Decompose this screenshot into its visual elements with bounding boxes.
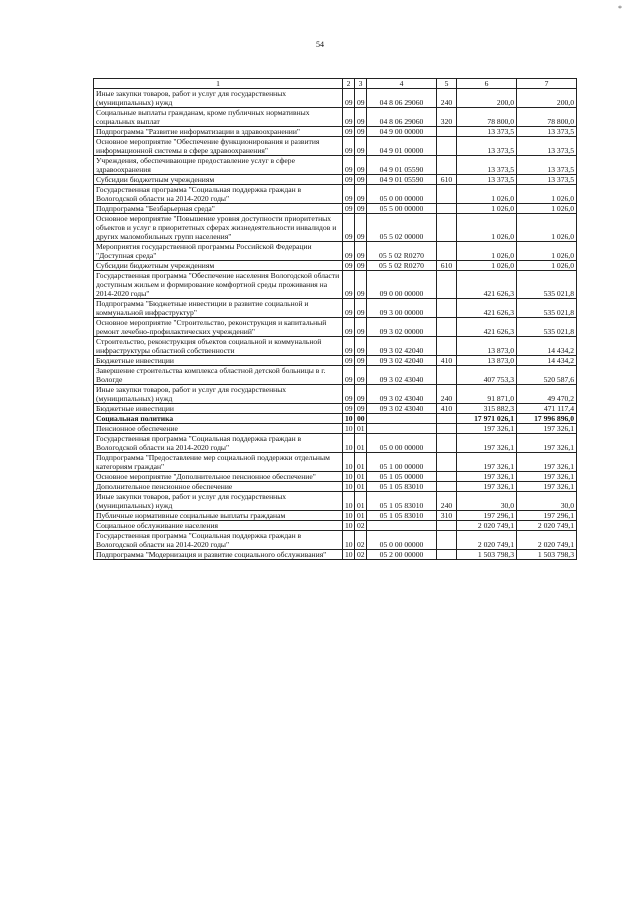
row-expense-type (437, 214, 457, 242)
row-target-code: 05 1 05 83010 (367, 511, 437, 521)
row-section: 09 (343, 185, 355, 204)
row-amount-2: 1 026,0 (517, 204, 577, 214)
row-subsection: 09 (355, 156, 367, 175)
row-subsection: 00 (355, 414, 367, 424)
row-target-code: 05 5 02 00000 (367, 214, 437, 242)
row-section: 10 (343, 453, 355, 472)
row-expense-type (437, 472, 457, 482)
table-header-row (94, 79, 577, 89)
row-amount-2: 535 021,8 (517, 318, 577, 337)
row-amount-2: 2 020 749,1 (517, 521, 577, 531)
row-name: Социальная политика (94, 414, 343, 424)
row-amount-1: 200,0 (457, 89, 517, 108)
table-row (94, 137, 577, 156)
row-target-code: 09 3 02 43040 (367, 366, 437, 385)
page-number: 54 (316, 40, 324, 49)
row-amount-2: 535 021,8 (517, 271, 577, 299)
row-expense-type (437, 156, 457, 175)
row-amount-1: 13 373,5 (457, 156, 517, 175)
row-subsection: 09 (355, 175, 367, 185)
row-section: 10 (343, 482, 355, 492)
table-row (94, 337, 577, 356)
row-name: Субсидии бюджетным учреждениям (94, 261, 343, 271)
row-section: 09 (343, 156, 355, 175)
row-amount-1: 197 326,1 (457, 482, 517, 492)
row-amount-1: 197 326,1 (457, 453, 517, 472)
row-name: Государственная программа "Социальная поддержка граждан в Вологодской области на 2014-2020 годы" (94, 434, 343, 453)
row-subsection: 02 (355, 531, 367, 550)
row-target-code: 09 3 00 00000 (367, 299, 437, 318)
row-name: Иные закупки товаров, работ и услуг для государственных (муниципальных) нужд (94, 385, 343, 404)
row-name: Подпрограмма "Бюджетные инвестиции в развитие социальной и коммунальной инфраструктур" (94, 299, 343, 318)
row-expense-type (437, 185, 457, 204)
row-amount-2: 17 996 896,0 (517, 414, 577, 424)
row-expense-type: 410 (437, 356, 457, 366)
row-name: Подпрограмма "Безбарьерная среда" (94, 204, 343, 214)
row-expense-type (437, 271, 457, 299)
row-section: 09 (343, 242, 355, 261)
row-target-code: 05 5 02 R0270 (367, 242, 437, 261)
row-expense-type (437, 434, 457, 453)
row-amount-1: 197 326,1 (457, 434, 517, 453)
row-target-code: 05 1 05 83010 (367, 482, 437, 492)
table-row (94, 127, 577, 137)
header-col-2: 2 (343, 79, 355, 89)
row-amount-1: 197 326,1 (457, 424, 517, 434)
row-target-code: 05 5 00 00000 (367, 204, 437, 214)
row-subsection: 02 (355, 550, 367, 560)
table-row (94, 318, 577, 337)
row-section: 10 (343, 472, 355, 482)
row-amount-1: 1 503 798,3 (457, 550, 517, 560)
row-amount-1: 13 373,5 (457, 137, 517, 156)
row-expense-type: 320 (437, 108, 457, 127)
row-target-code: 09 0 00 00000 (367, 271, 437, 299)
row-section: 10 (343, 511, 355, 521)
row-amount-1: 421 626,3 (457, 271, 517, 299)
table-row (94, 156, 577, 175)
table-row (94, 414, 577, 424)
row-name: Публичные нормативные социальные выплаты гражданам (94, 511, 343, 521)
row-name: Мероприятия государственной программы Российской Федерации "Доступная среда" (94, 242, 343, 261)
table-row (94, 482, 577, 492)
row-target-code (367, 424, 437, 434)
corner-mark: * (618, 4, 622, 13)
row-expense-type: 410 (437, 404, 457, 414)
table-row (94, 271, 577, 299)
table-row (94, 521, 577, 531)
row-target-code: 05 0 00 00000 (367, 434, 437, 453)
row-section: 09 (343, 261, 355, 271)
table-row (94, 108, 577, 127)
table-row (94, 89, 577, 108)
row-section: 09 (343, 271, 355, 299)
row-expense-type (437, 127, 457, 137)
header-col-3: 3 (355, 79, 367, 89)
row-target-code: 04 8 06 29060 (367, 89, 437, 108)
row-amount-2: 1 026,0 (517, 242, 577, 261)
row-target-code: 04 9 01 05590 (367, 175, 437, 185)
row-name: Бюджетные инвестиции (94, 356, 343, 366)
row-amount-2: 197 296,1 (517, 511, 577, 521)
row-subsection: 09 (355, 404, 367, 414)
row-amount-2: 13 373,5 (517, 127, 577, 137)
row-subsection: 01 (355, 424, 367, 434)
row-amount-1: 30,0 (457, 492, 517, 511)
row-section: 10 (343, 531, 355, 550)
table-row (94, 434, 577, 453)
row-amount-2: 78 800,0 (517, 108, 577, 127)
row-amount-2: 200,0 (517, 89, 577, 108)
row-amount-2: 197 326,1 (517, 434, 577, 453)
row-amount-1: 91 871,0 (457, 385, 517, 404)
row-amount-2: 471 117,4 (517, 404, 577, 414)
row-expense-type: 610 (437, 261, 457, 271)
row-amount-2: 197 326,1 (517, 472, 577, 482)
row-section: 10 (343, 521, 355, 531)
row-amount-1: 17 971 026,1 (457, 414, 517, 424)
row-amount-1: 1 026,0 (457, 242, 517, 261)
row-name: Учреждения, обеспечивающие предоставление услуг в сфере здравоохранения (94, 156, 343, 175)
row-expense-type: 310 (437, 511, 457, 521)
row-section: 09 (343, 404, 355, 414)
row-subsection: 01 (355, 453, 367, 472)
row-subsection: 09 (355, 242, 367, 261)
table-row (94, 531, 577, 550)
row-name: Государственная программа "Социальная поддержка граждан в Вологодской области на 2014-2020 годы" (94, 185, 343, 204)
table-row (94, 366, 577, 385)
row-subsection: 02 (355, 521, 367, 531)
row-amount-1: 2 020 749,1 (457, 521, 517, 531)
row-target-code: 04 9 01 00000 (367, 137, 437, 156)
row-name: Социальное обслуживание населения (94, 521, 343, 531)
row-name: Бюджетные инвестиции (94, 404, 343, 414)
row-subsection: 09 (355, 271, 367, 299)
table-row (94, 185, 577, 204)
header-col-7: 7 (517, 79, 577, 89)
row-section: 09 (343, 175, 355, 185)
row-amount-2: 1 503 798,3 (517, 550, 577, 560)
row-section: 09 (343, 137, 355, 156)
row-target-code: 05 1 00 00000 (367, 453, 437, 472)
row-amount-1: 78 800,0 (457, 108, 517, 127)
row-subsection: 01 (355, 511, 367, 521)
row-name: Пенсионное обеспечение (94, 424, 343, 434)
row-subsection: 09 (355, 204, 367, 214)
row-name: Подпрограмма "Предоставление мер социальной поддержки отдельным категориям граждан" (94, 453, 343, 472)
table-row (94, 261, 577, 271)
row-target-code: 05 0 00 00000 (367, 185, 437, 204)
row-amount-1: 421 626,3 (457, 299, 517, 318)
row-amount-2: 13 373,5 (517, 137, 577, 156)
row-section: 10 (343, 414, 355, 424)
row-section: 10 (343, 434, 355, 453)
row-section: 09 (343, 127, 355, 137)
row-subsection: 01 (355, 434, 367, 453)
row-name: Основное мероприятие "Обеспечение функционирования и развития информационной системы в сфере здравоохранения" (94, 137, 343, 156)
row-section: 09 (343, 318, 355, 337)
row-expense-type: 240 (437, 492, 457, 511)
row-amount-2: 13 373,5 (517, 175, 577, 185)
row-amount-1: 13 373,5 (457, 127, 517, 137)
row-target-code: 09 3 02 43040 (367, 385, 437, 404)
table-row (94, 242, 577, 261)
row-amount-1: 13 873,0 (457, 356, 517, 366)
row-section: 09 (343, 366, 355, 385)
row-target-code: 05 5 02 R0270 (367, 261, 437, 271)
row-section: 09 (343, 89, 355, 108)
row-section: 10 (343, 492, 355, 511)
row-section: 09 (343, 214, 355, 242)
row-subsection: 09 (355, 127, 367, 137)
row-amount-1: 315 882,3 (457, 404, 517, 414)
row-subsection: 09 (355, 137, 367, 156)
row-amount-2: 197 326,1 (517, 424, 577, 434)
row-expense-type (437, 204, 457, 214)
row-expense-type (437, 337, 457, 356)
row-subsection: 01 (355, 482, 367, 492)
row-expense-type (437, 521, 457, 531)
row-subsection: 09 (355, 385, 367, 404)
row-target-code: 05 0 00 00000 (367, 531, 437, 550)
table-row (94, 404, 577, 414)
row-amount-1: 13 373,5 (457, 175, 517, 185)
row-expense-type (437, 318, 457, 337)
row-subsection: 09 (355, 299, 367, 318)
row-section: 09 (343, 108, 355, 127)
row-target-code: 05 1 05 83010 (367, 492, 437, 511)
row-name: Строительство, реконструкция объектов социальной и коммунальной инфраструктуры областной собственности (94, 337, 343, 356)
row-target-code (367, 414, 437, 424)
row-amount-2: 49 470,2 (517, 385, 577, 404)
row-subsection: 09 (355, 108, 367, 127)
row-section: 10 (343, 550, 355, 560)
header-col-6: 6 (457, 79, 517, 89)
row-section: 10 (343, 424, 355, 434)
row-name: Основное мероприятие "Строительство, реконструкция и капитальный ремонт лечебно-профилактических учреждений" (94, 318, 343, 337)
row-name: Дополнительное пенсионное обеспечение (94, 482, 343, 492)
row-section: 09 (343, 299, 355, 318)
row-target-code: 09 3 02 43040 (367, 404, 437, 414)
row-expense-type (437, 137, 457, 156)
table-row (94, 511, 577, 521)
row-subsection: 09 (355, 356, 367, 366)
row-amount-2: 1 026,0 (517, 185, 577, 204)
row-name: Государственная программа "Обеспечение населения Вологодской области доступным жильем и формирование комфортной среды проживания на 2014-2020 годы" (94, 271, 343, 299)
row-name: Государственная программа "Социальная поддержка граждан в Вологодской области на 2014-2020 годы" (94, 531, 343, 550)
row-name: Основное мероприятие "Дополнительное пенсионное обеспечение" (94, 472, 343, 482)
row-expense-type (437, 531, 457, 550)
row-target-code: 04 8 06 29060 (367, 108, 437, 127)
table-row (94, 472, 577, 482)
table-row (94, 385, 577, 404)
row-expense-type (437, 453, 457, 472)
row-amount-1: 197 296,1 (457, 511, 517, 521)
row-target-code: 09 3 02 42040 (367, 356, 437, 366)
row-subsection: 09 (355, 318, 367, 337)
row-amount-2: 2 020 749,1 (517, 531, 577, 550)
row-name: Иные закупки товаров, работ и услуг для государственных (муниципальных) нужд (94, 492, 343, 511)
table-row (94, 550, 577, 560)
row-expense-type (437, 424, 457, 434)
row-subsection: 09 (355, 261, 367, 271)
row-section: 09 (343, 337, 355, 356)
row-expense-type (437, 299, 457, 318)
row-expense-type (437, 482, 457, 492)
row-target-code: 09 3 02 00000 (367, 318, 437, 337)
row-amount-1: 421 626,3 (457, 318, 517, 337)
row-expense-type (437, 366, 457, 385)
row-amount-1: 1 026,0 (457, 204, 517, 214)
row-amount-1: 197 326,1 (457, 472, 517, 482)
row-amount-2: 14 434,2 (517, 356, 577, 366)
row-target-code: 05 1 05 00000 (367, 472, 437, 482)
row-expense-type (437, 414, 457, 424)
row-expense-type: 240 (437, 89, 457, 108)
row-name: Иные закупки товаров, работ и услуг для государственных (муниципальных) нужд (94, 89, 343, 108)
row-amount-2: 30,0 (517, 492, 577, 511)
row-subsection: 01 (355, 492, 367, 511)
row-amount-2: 197 326,1 (517, 482, 577, 492)
row-amount-1: 1 026,0 (457, 185, 517, 204)
row-subsection: 09 (355, 214, 367, 242)
row-section: 09 (343, 385, 355, 404)
row-amount-1: 1 026,0 (457, 261, 517, 271)
row-section: 09 (343, 204, 355, 214)
row-name: Основное мероприятие "Повышение уровня доступности приоритетных объектов и услуг в приоритетных сферах жизнедеятельности инвалидов и других маломобильных групп населения" (94, 214, 343, 242)
row-subsection: 09 (355, 89, 367, 108)
table-row (94, 299, 577, 318)
row-subsection: 09 (355, 366, 367, 385)
header-col-1: 1 (94, 79, 343, 89)
row-amount-2: 14 434,2 (517, 337, 577, 356)
row-subsection: 09 (355, 337, 367, 356)
row-amount-2: 535 021,8 (517, 299, 577, 318)
row-target-code: 05 2 00 00000 (367, 550, 437, 560)
row-amount-2: 520 587,6 (517, 366, 577, 385)
row-amount-1: 13 873,0 (457, 337, 517, 356)
header-col-4: 4 (367, 79, 437, 89)
row-amount-2: 13 373,5 (517, 156, 577, 175)
row-target-code: 04 9 01 05590 (367, 156, 437, 175)
table-row (94, 492, 577, 511)
row-expense-type: 240 (437, 385, 457, 404)
row-amount-1: 407 753,3 (457, 366, 517, 385)
table-row (94, 356, 577, 366)
row-target-code: 09 3 02 42040 (367, 337, 437, 356)
row-expense-type (437, 242, 457, 261)
table-row (94, 214, 577, 242)
header-col-5: 5 (437, 79, 457, 89)
row-amount-2: 1 026,0 (517, 214, 577, 242)
row-name: Социальные выплаты гражданам, кроме публичных нормативных социальных выплат (94, 108, 343, 127)
row-amount-1: 1 026,0 (457, 214, 517, 242)
row-amount-2: 197 326,1 (517, 453, 577, 472)
row-subsection: 09 (355, 185, 367, 204)
row-expense-type (437, 550, 457, 560)
row-name: Подпрограмма "Модернизация и развитие социального обслуживания" (94, 550, 343, 560)
table-row (94, 204, 577, 214)
row-subsection: 01 (355, 472, 367, 482)
row-target-code (367, 521, 437, 531)
row-amount-1: 2 020 749,1 (457, 531, 517, 550)
row-target-code: 04 9 00 00000 (367, 127, 437, 137)
row-expense-type: 610 (437, 175, 457, 185)
row-section: 09 (343, 356, 355, 366)
row-amount-2: 1 026,0 (517, 261, 577, 271)
table-row (94, 175, 577, 185)
budget-table (93, 78, 577, 560)
row-name: Завершение строительства комплекса областной детской больницы в г. Вологде (94, 366, 343, 385)
table-row (94, 424, 577, 434)
row-name: Подпрограмма "Развитие информатизации в здравоохранении" (94, 127, 343, 137)
row-name: Субсидии бюджетным учреждениям (94, 175, 343, 185)
table-row (94, 453, 577, 472)
